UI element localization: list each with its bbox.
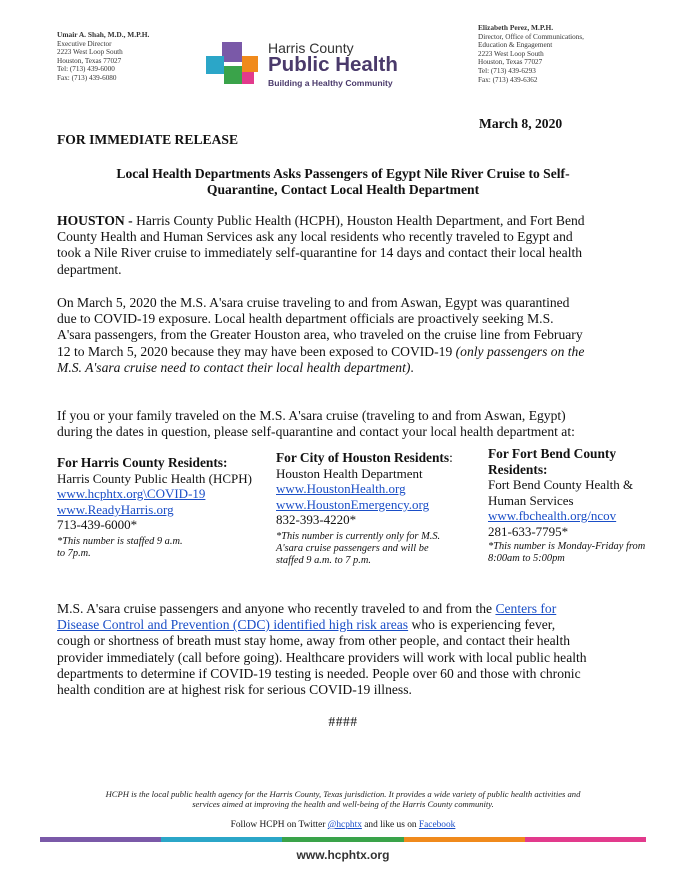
left-contact-line: Executive Director (57, 39, 112, 48)
harris-note: *This number is staffed 9 a.m. (57, 535, 183, 547)
paragraph-text: cough or shortness of breath must stay home, away from other people, and contact their health (57, 633, 571, 649)
harris-phone: 713-439-6000* (57, 517, 138, 533)
footer-color-bar (40, 837, 646, 842)
paragraph-text: If you or your family traveled on the M.S. A'sara cruise (traveling to and from Aswan, Egypt) (57, 408, 566, 423)
release-label: FOR IMMEDIATE RELEASE (57, 132, 239, 147)
paragraph-text: Harris County Public Health (HCPH), Houston Health Department, and Fort Bend (132, 213, 585, 228)
houston-note: A'sara cruise passengers and will be (276, 543, 429, 555)
bar-segment (404, 837, 525, 842)
paragraph-symptoms (57, 601, 642, 698)
logo-square-green (224, 66, 242, 84)
logo-square-blue (206, 56, 224, 74)
left-contact-line: Houston, Texas 77027 (57, 56, 122, 65)
paragraph-text: . (410, 359, 414, 375)
paragraph-intro (57, 213, 637, 278)
footer-follow (0, 820, 686, 830)
release-date: March 8, 2020 (479, 116, 563, 131)
houston-column-heading: For City of Houston Residents (276, 450, 450, 465)
paragraph-text: during the dates in question, please self-quarantine and contact your local health department at: (57, 424, 575, 440)
bar-segment (525, 837, 646, 842)
logo-square-orange (242, 56, 258, 72)
paragraph-text: health condition are at highest risk for serious COVID-19 illness. (57, 682, 412, 698)
logo-tagline: Building a Healthy Community (268, 78, 393, 88)
logo-mark-icon (206, 42, 260, 92)
fortbend-phone: 281-633-7795* (488, 523, 569, 539)
logo-square-purple (222, 42, 242, 62)
houston-column-heading-row (276, 450, 481, 466)
right-contact-line: Houston, Texas 77027 (478, 58, 543, 67)
left-contact-name: Umair A. Shah, M.D., M.P.H. (57, 30, 150, 39)
paragraph-text: who is experiencing fever, (408, 617, 556, 633)
follow-text: Follow HCPH on Twitter (230, 820, 328, 830)
paragraph-italic: M.S. A'sara cruise need to contact their local health department) (57, 359, 411, 375)
houston-note: *This number is currently only for M.S. (276, 530, 441, 542)
paragraph-contact-instructions (57, 408, 637, 440)
paragraph-text: On March 5, 2020 the M.S. A'sara cruise traveling to and from Aswan, Egypt was quarantined (57, 295, 570, 310)
fortbend-note: *This number is Monday-Friday from (488, 540, 646, 552)
logo-line2: Public Health (268, 53, 398, 76)
houstonhealth-link[interactable]: www.HoustonHealth.org (276, 481, 406, 497)
paragraph-text: department. (57, 261, 122, 277)
harris-county-column (57, 455, 269, 560)
paragraph-italic: (only passengers on the (455, 343, 585, 359)
paragraph-text: M.S. A'sara cruise passengers and anyone who recently traveled to and from the (57, 601, 496, 616)
headline-line: Quarantine, Contact Local Health Department (206, 182, 480, 198)
paragraph-text: due to COVID-19 exposure. Local health department officials are proactively seeking M.S. (57, 311, 554, 327)
right-contact-line: Tel: (713) 439-6293 (478, 66, 536, 75)
paragraph-text: provider immediately (call before going). Healthcare providers will work with local public health (57, 649, 587, 665)
headline (57, 166, 629, 198)
fortbend-column-heading: For Fort Bend County (488, 446, 617, 461)
paragraph-text: A'sara passengers, from the Greater Houston area, who traveled on the cruise line from February (57, 327, 583, 343)
fortbend-org: Fort Bend County Health & (488, 477, 634, 493)
left-contact-line: 2223 West Loop South (57, 48, 123, 57)
headline-line: Local Health Departments Asks Passengers of Egypt Nile River Cruise to Self- (116, 166, 570, 181)
paragraph-text: 12 to March 5, 2020 because they may have been exposed to COVID-19 (57, 343, 456, 359)
footer-website[interactable]: www.hcphtx.org (296, 848, 390, 862)
twitter-link[interactable]: @hcphtx (327, 820, 362, 830)
end-mark: #### (328, 714, 358, 729)
houstonemergency-link[interactable]: www.HoustonEmergency.org (276, 496, 430, 512)
dateline: HOUSTON - (57, 213, 133, 228)
logo-square-pink (242, 72, 254, 84)
paragraph-text: County Health and Human Services ask any local residents who recently traveled to Egypt and (57, 229, 573, 245)
bar-segment (161, 837, 282, 842)
harris-column-heading: For Harris County Residents: (57, 455, 228, 470)
fortbend-column-heading: Residents: (488, 461, 548, 477)
readyharris-link[interactable]: www.ReadyHarris.org (57, 501, 174, 517)
footer-about-line: HCPH is the local public health agency for the Harris County, Texas jurisdiction. It provides a wide variety of public health activities and (105, 789, 581, 799)
right-contact-name: Elizabeth Perez, M.P.H. (478, 23, 554, 32)
left-contact-line: Fax: (713) 439-6080 (57, 73, 117, 82)
houston-org: Houston Health Department (276, 465, 423, 481)
left-contact-block (57, 31, 187, 83)
right-contact-line: Director, Office of Communications, (478, 32, 584, 41)
right-contact-line: Fax: (713) 439-6362 (478, 75, 538, 84)
houston-heading-colon: : (449, 450, 453, 465)
follow-text: and like us on (361, 820, 419, 830)
houston-note: staffed 9 a.m. to 7 p.m. (276, 555, 371, 567)
cdc-link[interactable]: Centers for (495, 601, 557, 616)
paragraph-quarantine (57, 295, 637, 376)
bar-segment (282, 837, 403, 842)
left-contact-line: Tel: (713) 439-6000 (57, 65, 115, 74)
houston-phone: 832-393-4220* (276, 512, 357, 528)
facebook-link[interactable]: Facebook (418, 820, 456, 830)
harris-org: Harris County Public Health (HCPH) (57, 470, 252, 486)
cdc-link[interactable]: Disease Control and Prevention (CDC) identified high risk areas (57, 617, 409, 633)
footer-about (30, 789, 656, 809)
right-contact-block (478, 24, 628, 84)
bar-segment (40, 837, 161, 842)
fbchealth-link[interactable]: www.fbchealth.org/ncov (488, 508, 617, 524)
houston-column (276, 450, 481, 568)
right-contact-line: 2223 West Loop South (478, 49, 544, 58)
paragraph-text: departments to determine if COVID-19 testing is needed. People over 60 and those with chronic (57, 665, 581, 681)
logo-line1: Harris County (268, 40, 354, 56)
fortbend-org: Human Services (488, 492, 574, 508)
right-contact-line: Education & Engagement (478, 41, 553, 50)
harris-note: to 7p.m. (57, 548, 91, 560)
footer-about-line: services aimed at improving the health and well-being of the Harris County community. (192, 799, 494, 810)
paragraph-text: took a Nile River cruise to immediately self-quarantine for 14 days and contact their local health (57, 245, 583, 261)
hcph-covid-link[interactable]: www.hcphtx.org\COVID-19 (57, 486, 206, 502)
fort-bend-column (488, 446, 673, 565)
hcph-logo (206, 40, 426, 96)
fortbend-note: 8:00am to 5:00pm (488, 552, 565, 564)
